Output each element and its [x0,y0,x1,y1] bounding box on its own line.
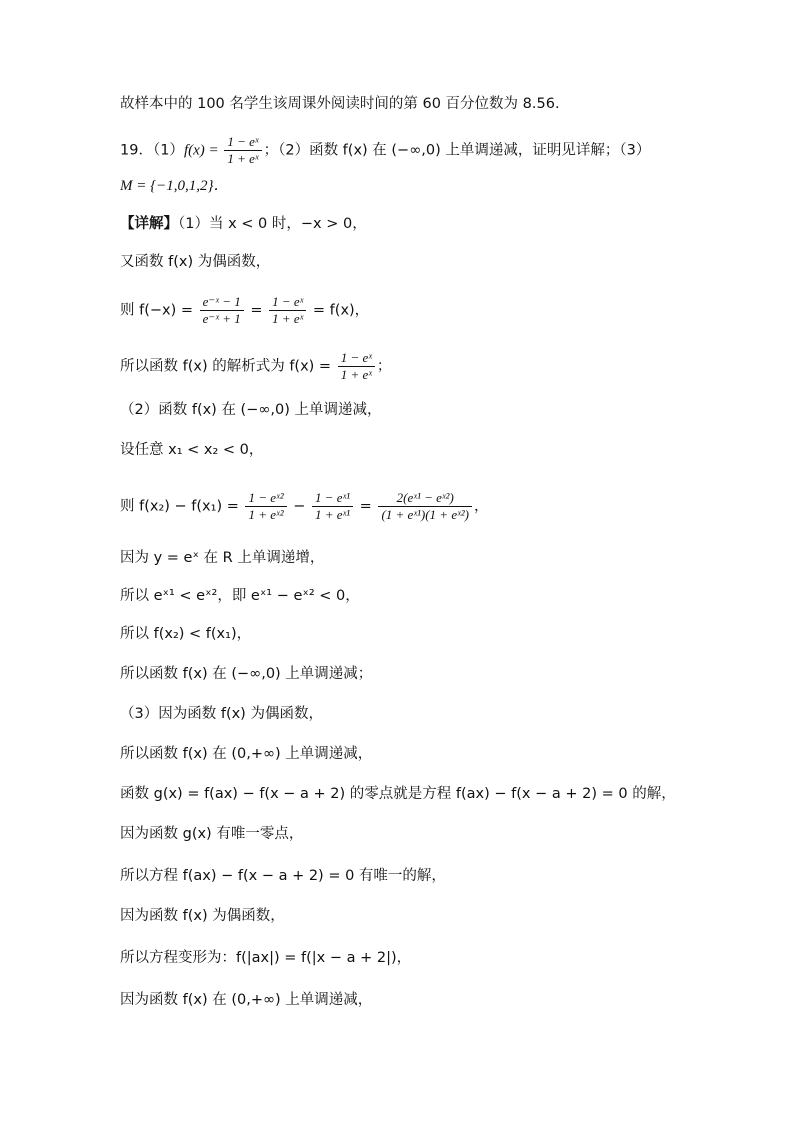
line-text: 因为 y = eˣ 在 R 上单调递增， [120,550,325,566]
fraction [224,134,261,167]
fraction-numerator: e⁻ˣ − 1 [200,294,244,311]
line-text: 因为函数 f(x) 为偶函数， [120,908,285,924]
fraction-numerator: 1 − eˣ [338,350,375,367]
answer-19-line [120,134,650,167]
fraction [378,490,472,523]
fraction-denominator: 1 + eˣ [272,311,304,326]
line-text: 所以方程 f(ax) − f(x − a + 2) = 0 有唯一的解， [120,868,446,884]
fraction-denominator: (1 + eˣ¹)(1 + eˣ²) [381,507,469,522]
detail-line-5 [120,398,382,422]
line-text: 故样本中的 100 名学生该周课外阅读时间的第 60 百分位数为 8.56. [120,96,560,112]
line-text: 所以函数 f(x) 的解析式为 f(x) = [120,358,336,375]
fraction [245,490,286,523]
detail-line-9 [120,584,360,608]
fraction-denominator: 1 + eˣ² [248,507,284,522]
minus-sign: − [288,498,310,515]
detail-line-17 [120,904,285,928]
fraction [269,294,306,327]
detail-line-4 [120,350,391,383]
fraction-numerator: 1 − eˣ² [245,490,286,507]
equals-sign: = [355,498,377,515]
detail-line-7 [120,490,489,523]
line-text: 又函数 f(x) 为偶函数， [120,254,271,270]
fraction-denominator: 1 + eˣ [227,151,259,166]
line-text: 所以函数 f(x) 在 (−∞,0) 上单调递减； [120,666,373,682]
detail-line-10 [120,622,251,646]
detail-line-8 [120,546,324,570]
fraction [338,350,375,383]
fraction-numerator: 1 − eˣ¹ [312,490,353,507]
detail-line-15 [120,822,303,846]
detail-line-6 [120,438,263,462]
line-text: ；（2）函数 f(x) 在 (−∞,0) 上单调递减，证明见详解；（3） [263,142,651,159]
detail-line-11 [120,662,372,686]
detail-line-2 [120,250,270,274]
detail-line-16 [120,864,446,888]
line-text: ； [376,358,392,375]
line-text: = f(x)， [308,302,370,319]
line-text: 则 f(x₂) − f(x₁) = [120,498,244,515]
text-line-percentile [120,92,560,116]
fraction-numerator: 2(eˣ¹ − eˣ²) [378,490,472,507]
detail-line-14 [120,782,676,806]
line-text: 所以函数 f(x) 在 (0,+∞) 上单调递减， [120,746,373,762]
detail-line-3 [120,294,369,327]
line-text: 因为函数 g(x) 有唯一零点， [120,826,304,842]
fraction-denominator: 1 + eˣ¹ [314,507,351,522]
line-text: 所以 f(x₂) < f(x₁)， [120,626,252,642]
fraction-numerator: 1 − eˣ [269,294,306,311]
formula-set-m: M = {−1,0,1,2}． [120,178,229,194]
fraction-denominator: 1 + eˣ [340,367,372,382]
line-text: 则 f(−x) = [120,302,198,319]
line-text: ， [474,498,489,515]
question-number: 19．（1） [120,142,184,159]
line-text: （3）因为函数 f(x) 为偶函数， [120,706,323,722]
line-text: （2）函数 f(x) 在 (−∞,0) 上单调递减， [120,402,382,418]
detail-line-18 [120,946,411,970]
detail-line-1 [120,212,367,236]
line-text: （1）当 x < 0 时，−x > 0， [178,216,367,232]
line-text: 设任意 x₁ < x₂ < 0， [120,442,264,458]
fraction [200,294,244,327]
line-text: 因为函数 f(x) 在 (0,+∞) 上单调递减， [120,992,373,1008]
detail-line-19 [120,988,372,1012]
line-text: 函数 g(x) = f(ax) − f(x − a + 2) 的零点就是方程 f(ax) − f(x − a + 2) = 0 的解， [120,786,676,802]
fraction-numerator: 1 − eˣ [224,134,261,151]
detail-line-13 [120,742,372,766]
fraction [312,490,353,523]
line-text: 所以 eˣ¹ < eˣ²，即 eˣ¹ − eˣ² < 0， [120,588,360,604]
equals-sign: = [245,302,268,319]
detail-line-12 [120,702,323,726]
fraction-denominator: e⁻ˣ + 1 [202,311,241,326]
detail-tag: 【详解】 [120,216,178,232]
line-text: 所以方程变形为：f(|ax|) = f(|x − a + 2|)， [120,950,412,966]
formula-fx: f(x) = [183,142,223,159]
answer-set-line [120,174,229,198]
